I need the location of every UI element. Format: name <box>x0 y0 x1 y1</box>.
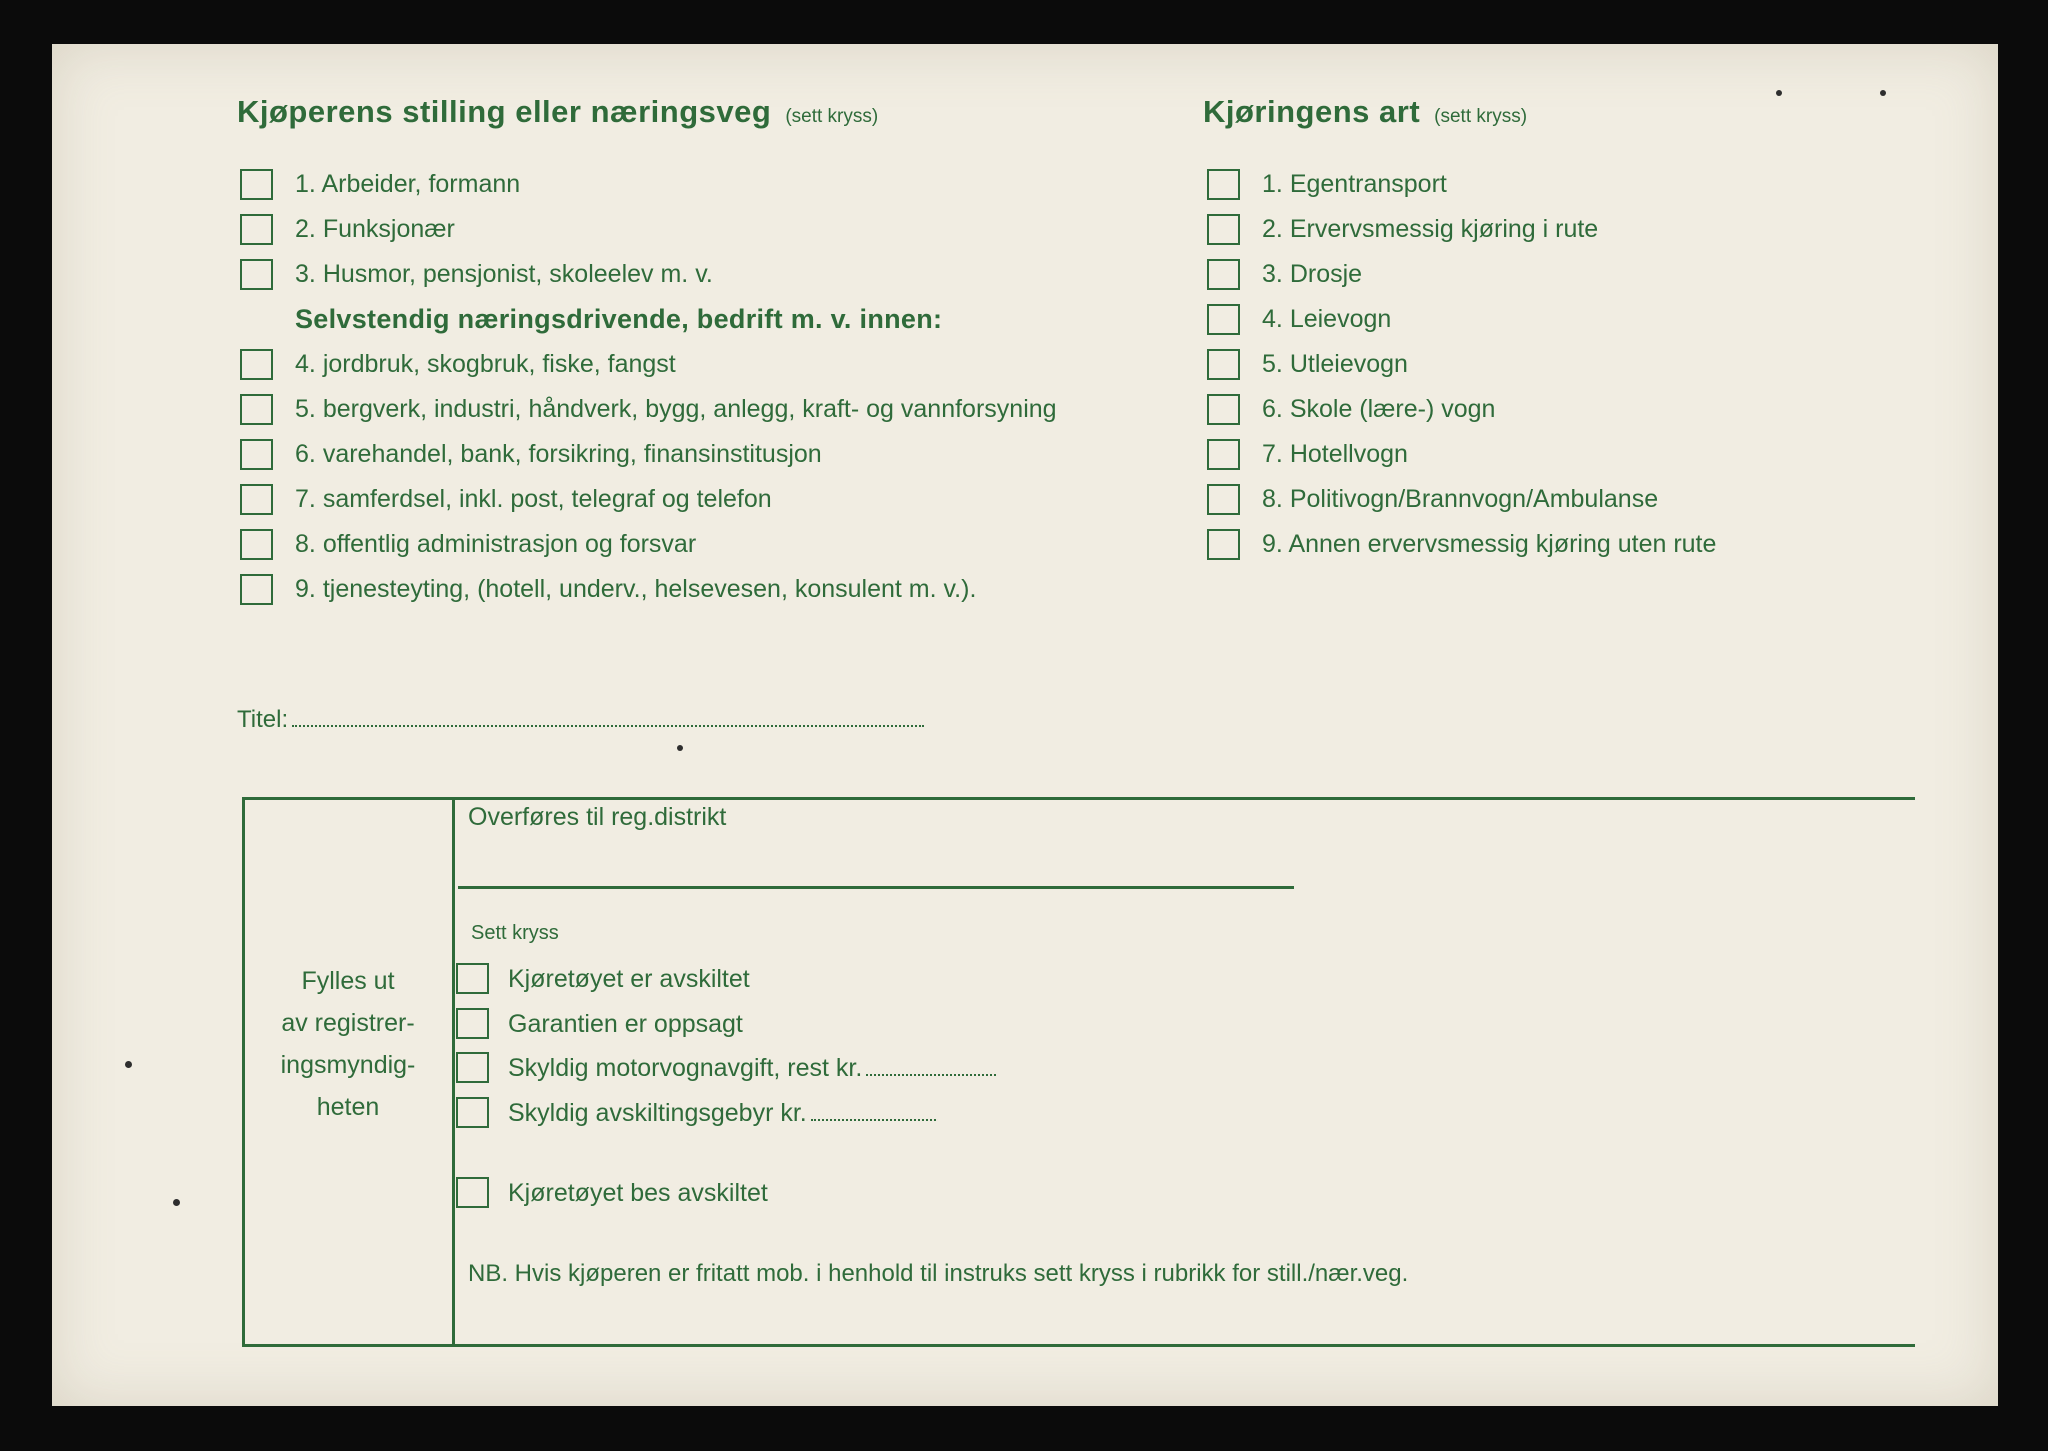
option-number: 1. <box>295 170 316 198</box>
option-label: offentlig administrasjon og forsvar <box>322 530 697 558</box>
self-employed-subheading: Selvstendig næringsdrivende, bedrift m. v. innen: <box>295 304 943 334</box>
driving-option <box>1207 432 1716 477</box>
checkbox[interactable] <box>240 484 273 515</box>
checkbox[interactable] <box>240 259 273 290</box>
checkbox[interactable] <box>1207 349 1240 380</box>
option-label: Skole (lære-) vogn <box>1289 395 1496 423</box>
amount-field-line[interactable] <box>811 1118 936 1121</box>
nb-note: NB. Hvis kjøperen er fritatt mob. i henhold til instruks sett kryss i rubrikk for still./nær.veg. <box>468 1260 1409 1287</box>
checkbox[interactable] <box>1207 529 1240 560</box>
option-number: 1. <box>1262 170 1283 198</box>
label-line: ingsmyndig- <box>280 1051 416 1079</box>
option-label: Kjøretøyet er avskiltet <box>508 965 750 993</box>
option-label: tjenesteyting, (hotell, underv., helsevesen, konsulent m. v.). <box>322 575 977 603</box>
option-number: 6. <box>1262 395 1283 423</box>
option-label: Politivogn/Brannvogn/Ambulanse <box>1289 485 1659 513</box>
driving-option <box>1207 207 1716 252</box>
checkbox[interactable] <box>456 1177 489 1208</box>
option-number: 7. <box>295 485 316 513</box>
checkbox[interactable] <box>456 1008 489 1039</box>
option-number: 4. <box>295 350 316 378</box>
option-label: Utleievogn <box>1289 350 1408 378</box>
checkbox[interactable] <box>1207 259 1240 290</box>
transfer-district-field[interactable] <box>458 886 1294 889</box>
occupation-option <box>240 342 1057 387</box>
driving-type-list <box>1207 162 1716 567</box>
option-label: Garantien er oppsagt <box>508 1010 743 1038</box>
option-label: bergverk, industri, håndverk, bygg, anlegg, kraft- og vannforsyning <box>322 395 1057 423</box>
driving-type-title-note: (sett kryss) <box>1434 106 1528 127</box>
checkbox[interactable] <box>240 394 273 425</box>
label-line: Fylles ut <box>301 967 395 995</box>
option-number: 3. <box>295 260 316 288</box>
option-label: Arbeider, formann <box>321 170 521 198</box>
registry-box-top-border <box>242 797 1915 800</box>
option-label: Kjøretøyet bes avskiltet <box>508 1179 768 1207</box>
option-number: 8. <box>1262 485 1283 513</box>
checkbox[interactable] <box>456 1052 489 1083</box>
registry-check-option <box>456 1093 936 1133</box>
driving-option <box>1207 477 1716 522</box>
driving-option <box>1207 387 1716 432</box>
occupation-option <box>240 387 1057 432</box>
checkbox[interactable] <box>456 963 489 994</box>
driving-option <box>1207 162 1716 207</box>
checkbox[interactable] <box>1207 169 1240 200</box>
registry-check-option <box>456 1048 996 1088</box>
checkbox[interactable] <box>456 1097 489 1128</box>
scan-speck <box>1880 90 1886 96</box>
option-number: 2. <box>295 215 316 243</box>
occupation-option <box>240 567 1057 612</box>
scan-speck <box>677 745 683 751</box>
option-number: 5. <box>1262 350 1283 378</box>
occupation-option <box>240 477 1057 522</box>
checkbox[interactable] <box>1207 214 1240 245</box>
registry-check-option <box>456 959 750 999</box>
scan-speck <box>173 1199 180 1206</box>
occupation-option <box>240 432 1057 477</box>
option-number: 2. <box>1262 215 1283 243</box>
buyer-occupation-title-note: (sett kryss) <box>785 106 879 127</box>
registry-authority-label <box>248 960 448 1128</box>
title-field-line <box>292 724 924 727</box>
option-number: 9. <box>295 575 316 603</box>
occupation-option <box>240 522 1057 567</box>
label-line: av registrer- <box>281 1009 415 1037</box>
title-field-label: Titel: <box>237 706 289 733</box>
option-label: Funksjonær <box>322 215 455 243</box>
checkbox[interactable] <box>240 349 273 380</box>
option-number: 6. <box>295 440 316 468</box>
registry-check-option <box>456 1004 743 1044</box>
option-label: Skyldig avskiltingsgebyr kr. <box>508 1099 807 1127</box>
title-field[interactable] <box>237 706 924 734</box>
driving-type-title-text: Kjøringens art <box>1203 94 1421 129</box>
registry-box-bottom-border <box>242 1344 1915 1347</box>
buyer-occupation-title <box>237 94 878 130</box>
occupation-option <box>240 162 1057 207</box>
registry-box-divider <box>452 797 455 1347</box>
buyer-occupation-list <box>240 162 1057 612</box>
option-number: 9. <box>1262 530 1283 558</box>
option-number: 3. <box>1262 260 1283 288</box>
amount-field-line[interactable] <box>866 1073 996 1076</box>
option-label: Egentransport <box>1289 170 1447 198</box>
option-label: Ervervsmessig kjøring i rute <box>1289 215 1599 243</box>
occupation-option <box>240 252 1057 297</box>
option-label: Annen ervervsmessig kjøring uten rute <box>1288 530 1717 558</box>
checkbox[interactable] <box>1207 304 1240 335</box>
option-label: jordbruk, skogbruk, fiske, fangst <box>322 350 676 378</box>
driving-option <box>1207 297 1716 342</box>
registry-check-option <box>456 1173 768 1213</box>
checkbox[interactable] <box>1207 484 1240 515</box>
scan-speck <box>1776 90 1782 96</box>
option-number: 5. <box>295 395 316 423</box>
driving-option <box>1207 522 1716 567</box>
label-line: heten <box>316 1093 380 1121</box>
option-label: Skyldig motorvognavgift, rest kr. <box>508 1054 863 1082</box>
driving-option <box>1207 252 1716 297</box>
mark-instruction: Sett kryss <box>471 922 559 944</box>
registry-box-left-border <box>242 797 245 1347</box>
transfer-district-label: Overføres til reg.distrikt <box>468 803 727 831</box>
option-label: Hotellvogn <box>1289 440 1408 468</box>
checkbox[interactable] <box>240 529 273 560</box>
option-number: 7. <box>1262 440 1283 468</box>
checkbox[interactable] <box>1207 439 1240 470</box>
checkbox[interactable] <box>240 574 273 605</box>
checkbox[interactable] <box>240 439 273 470</box>
checkbox[interactable] <box>240 214 273 245</box>
scan-speck <box>125 1061 132 1068</box>
option-label: varehandel, bank, forsikring, finansinstitusjon <box>322 440 822 468</box>
occupation-option <box>240 207 1057 252</box>
option-label: Drosje <box>1289 260 1363 288</box>
driving-type-title <box>1203 94 1527 130</box>
option-number: 8. <box>295 530 316 558</box>
driving-option <box>1207 342 1716 387</box>
checkbox[interactable] <box>1207 394 1240 425</box>
option-label: Husmor, pensjonist, skoleelev m. v. <box>322 260 713 288</box>
checkbox[interactable] <box>240 169 273 200</box>
option-label: samferdsel, inkl. post, telegraf og telefon <box>322 485 772 513</box>
option-label: Leievogn <box>1289 305 1392 333</box>
option-number: 4. <box>1262 305 1283 333</box>
buyer-occupation-title-text: Kjøperens stilling eller næringsveg <box>237 94 772 129</box>
